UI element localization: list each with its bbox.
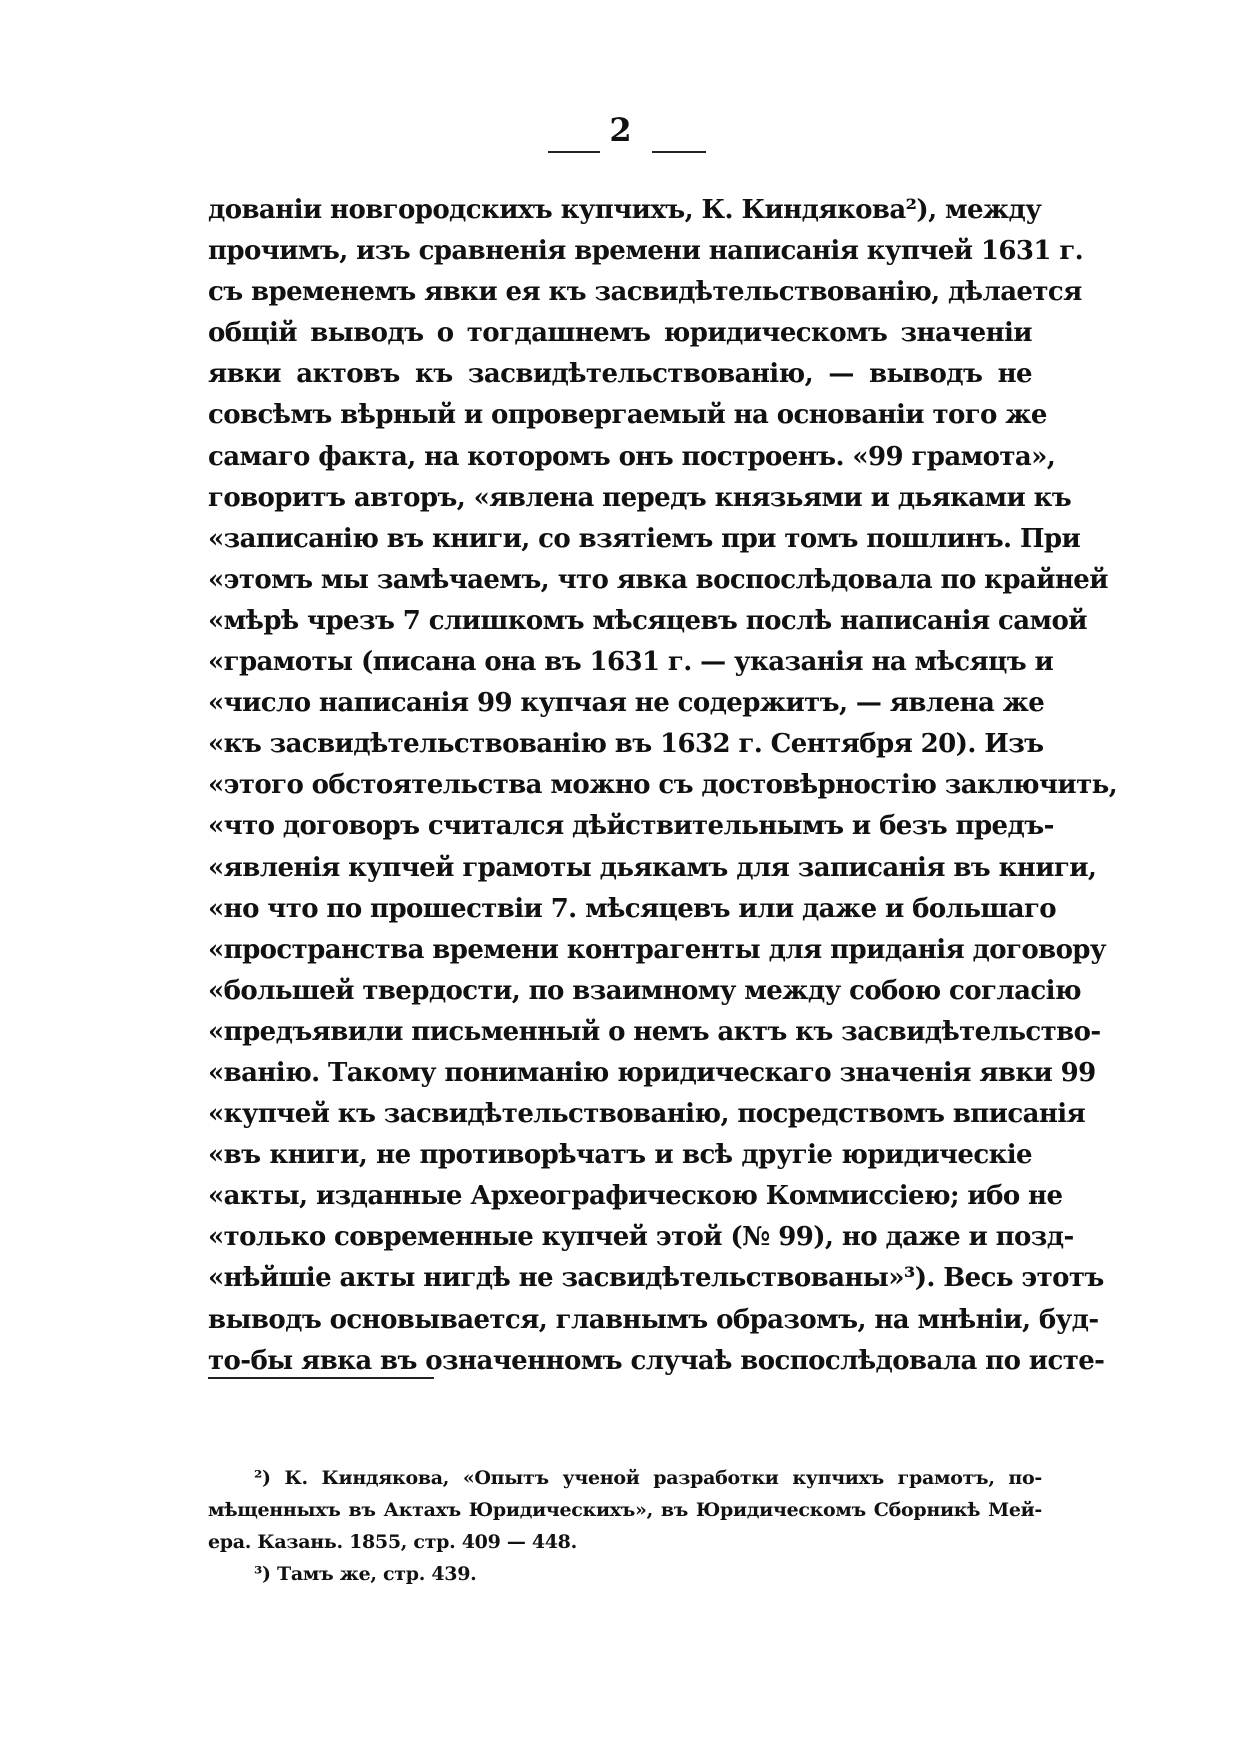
footnotes: [208, 1462, 1042, 1590]
body-line: «этого обстоятельства можно съ достовѣрностію заключить,: [208, 770, 1118, 801]
body-line: самаго факта, на которомъ онъ построенъ. «99 грамота»,: [208, 441, 1056, 472]
body-line: «акты, изданные Археографическою Коммиссіею; ибо не: [208, 1181, 1063, 1212]
body-line: «въ книги, не противорѣчатъ и всѣ другіе юридическіе: [208, 1140, 1032, 1171]
header-rule-right: [652, 151, 706, 153]
body-line: «къ засвидѣтельствованію въ 1632 г. Сентября 20). Изъ: [208, 729, 1044, 760]
body-line: то-бы явка въ означенномъ случаѣ воспослѣдовала по исте-: [208, 1345, 1105, 1376]
body-line: «но что по прошествіи 7. мѣсяцевъ или даже и большаго: [208, 893, 1057, 924]
body-line: «число написанія 99 купчая не содержитъ, — явлена же: [208, 688, 1045, 719]
footnote-2-line-3: ера. Казань. 1855, стр. 409 — 448.: [208, 1531, 577, 1553]
body-line: «этомъ мы замѣчаемъ, что явка воспослѣдовала по крайней: [208, 564, 1108, 595]
footnote-2-line-1: К. Киндякова, «Опытъ ученой разработки купчихъ грамотъ, по-: [284, 1467, 1042, 1489]
body-line: «явленія купчей грамоты дьякамъ для записанія въ книги,: [208, 852, 1097, 883]
body-line: «грамоты (писана она въ 1631 г. — указанія на мѣсяцъ и: [208, 647, 1054, 678]
body-line: «пространства времени контрагенты для приданія договору: [208, 934, 1106, 965]
footnote-2: [208, 1462, 1042, 1494]
body-line: «предъявили письменный о немъ актъ къ засвидѣтельство-: [208, 1016, 1101, 1047]
footnote-separator: [208, 1377, 434, 1379]
footnote-3: [208, 1558, 1042, 1590]
page-number: 2: [609, 111, 632, 149]
body-line: «мѣрѣ чрезъ 7 слишкомъ мѣсяцевъ послѣ написанія самой: [208, 605, 1087, 636]
header-rule-left: [548, 151, 600, 153]
body-line: совсѣмъ вѣрный и опровергаемый на основаніи того же: [208, 400, 1047, 431]
footnote-2-line-2: мѣщенныхъ въ Актахъ Юридическихъ», въ Юридическомъ Сборникѣ Мей-: [208, 1499, 1042, 1521]
body-line: съ временемъ явки ея къ засвидѣтельствованію, дѣлается: [208, 277, 1082, 308]
body-line: «только современные купчей этой (№ 99), но даже и позд-: [208, 1222, 1074, 1253]
footnote-3-line-1: Тамъ же, стр. 439.: [277, 1563, 477, 1585]
body-line: говоритъ авторъ, «явлена передъ князьями и дьяками къ: [208, 482, 1072, 513]
body-line: «большей твердости, по взаимному между собою согласію: [208, 975, 1081, 1006]
body-text: [208, 190, 1118, 1382]
body-line: «нѣйшіе акты нигдѣ не засвидѣтельствованы»³). Весь этотъ: [208, 1263, 1104, 1294]
body-line: дованіи новгородскихъ купчихъ, К. Киндякова²), между: [208, 195, 1042, 225]
body-line: «записанію въ книги, со взятіемъ при томъ пошлинъ. При: [208, 523, 1081, 554]
body-line: прочимъ, изъ сравненія времени написанія купчей 1631 г.: [208, 236, 1084, 267]
body-line: «ванію. Такому пониманію юридическаго значенія явки 99: [208, 1057, 1096, 1088]
body-line: выводъ основывается, главнымъ образомъ, на мнѣніи, буд-: [208, 1304, 1099, 1335]
body-line: явки актовъ къ засвидѣтельствованію, — выводъ не: [208, 359, 1032, 390]
footnote-3-marker: ³): [254, 1563, 271, 1585]
body-line: «что договоръ считался дѣйствительнымъ и безъ предъ-: [208, 811, 1054, 842]
body-line: общій выводъ о тогдашнемъ юридическомъ значеніи: [208, 318, 1032, 349]
footnote-2-marker: ²): [254, 1467, 271, 1489]
body-line: «купчей къ засвидѣтельствованію, посредствомъ вписанія: [208, 1099, 1086, 1130]
